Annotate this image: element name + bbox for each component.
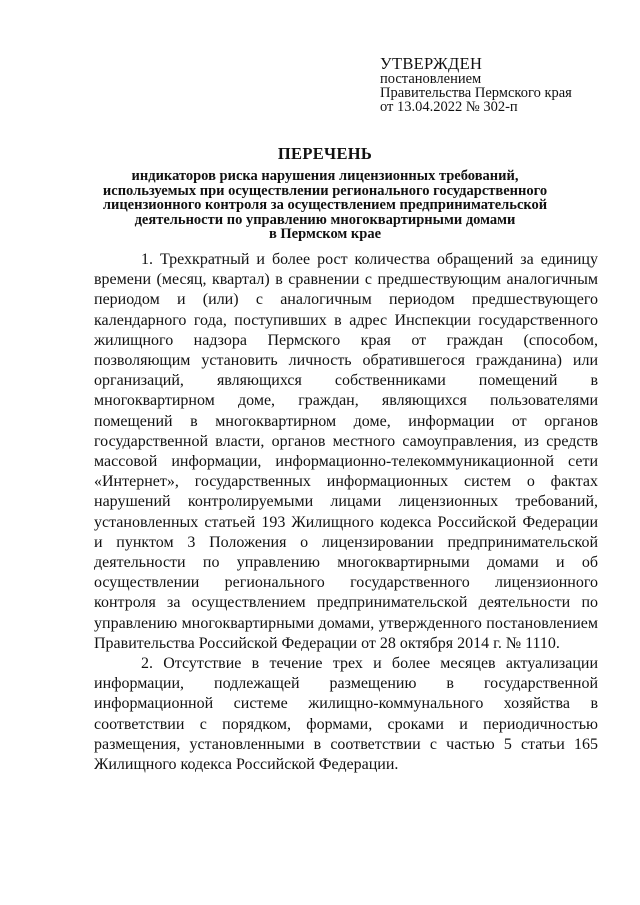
approval-line: Правительства Пермского края: [380, 85, 572, 101]
subtitle-line: деятельности по управлению многоквартирными домами: [134, 211, 516, 228]
subtitle-line: в Пермском крае: [268, 226, 382, 242]
subtitle-line: индикаторов риска нарушения лицензионных требований,: [131, 168, 519, 184]
document-title: [95, 145, 555, 242]
approval-line: от 13.04.2022 № 302-п: [380, 99, 518, 115]
approval-block: [380, 55, 572, 114]
subtitle-line: лицензионного контроля за осуществлением предпринимательской: [102, 197, 548, 213]
title-main: ПЕРЕЧЕНЬ: [277, 144, 373, 163]
document-body: [94, 250, 598, 775]
list-item: 2. Отсутствие в течение трех и более месяцев актуализации информации, подлежащей размещению в государственной информационной системе жилищно-коммунального хозяйства в соответствии с порядком, формами, сроками и периодичностью размещения, установленными в соответствии с частью 5 статьи 165 Жилищного кодекса Российской Федерации.: [94, 655, 598, 774]
approval-heading: УТВЕРЖДЕН: [380, 54, 483, 73]
list-item: 1. Трехкратный и более рост количества обращений за единицу времени (месяц, квартал) в сравнении с предшествующим аналогичным периодом и (или) с аналогичным периодом предшествующего календарного года, поступивших в адрес Инспекции государственного жилищного надзора Пермского края от граждан (способом, позволяющим установить личность обратившегося гражданина) или организаций, являющихся собственниками помещений в многоквартирном доме, граждан, являющихся пользователями помещений в многоквартирном доме, информации от органов государственной власти, органов местного самоуправления, из средств массовой информации, информационно-телекоммуникационной сети «Интернет», государственных информационных систем о фактах нарушений контролируемыми лицами лицензионных требований, установленных статьей 193 Жилищного кодекса Российской Федерации и пунктом 3 Положения о лицензировании предпринимательской деятельности по управлению многоквартирными домами и об осуществлении регионального государственного лицензионного контроля за осуществлением предпринимательской деятельности по управлению многоквартирными домами, утвержденного постановлением Правительства Российской Федерации от 28 октября 2014 г. № 1110.: [94, 251, 598, 652]
subtitle-line: используемых при осуществлении регионального государственного: [102, 182, 548, 199]
title-subtitle: [95, 169, 555, 242]
approval-line: постановлением: [380, 71, 482, 87]
